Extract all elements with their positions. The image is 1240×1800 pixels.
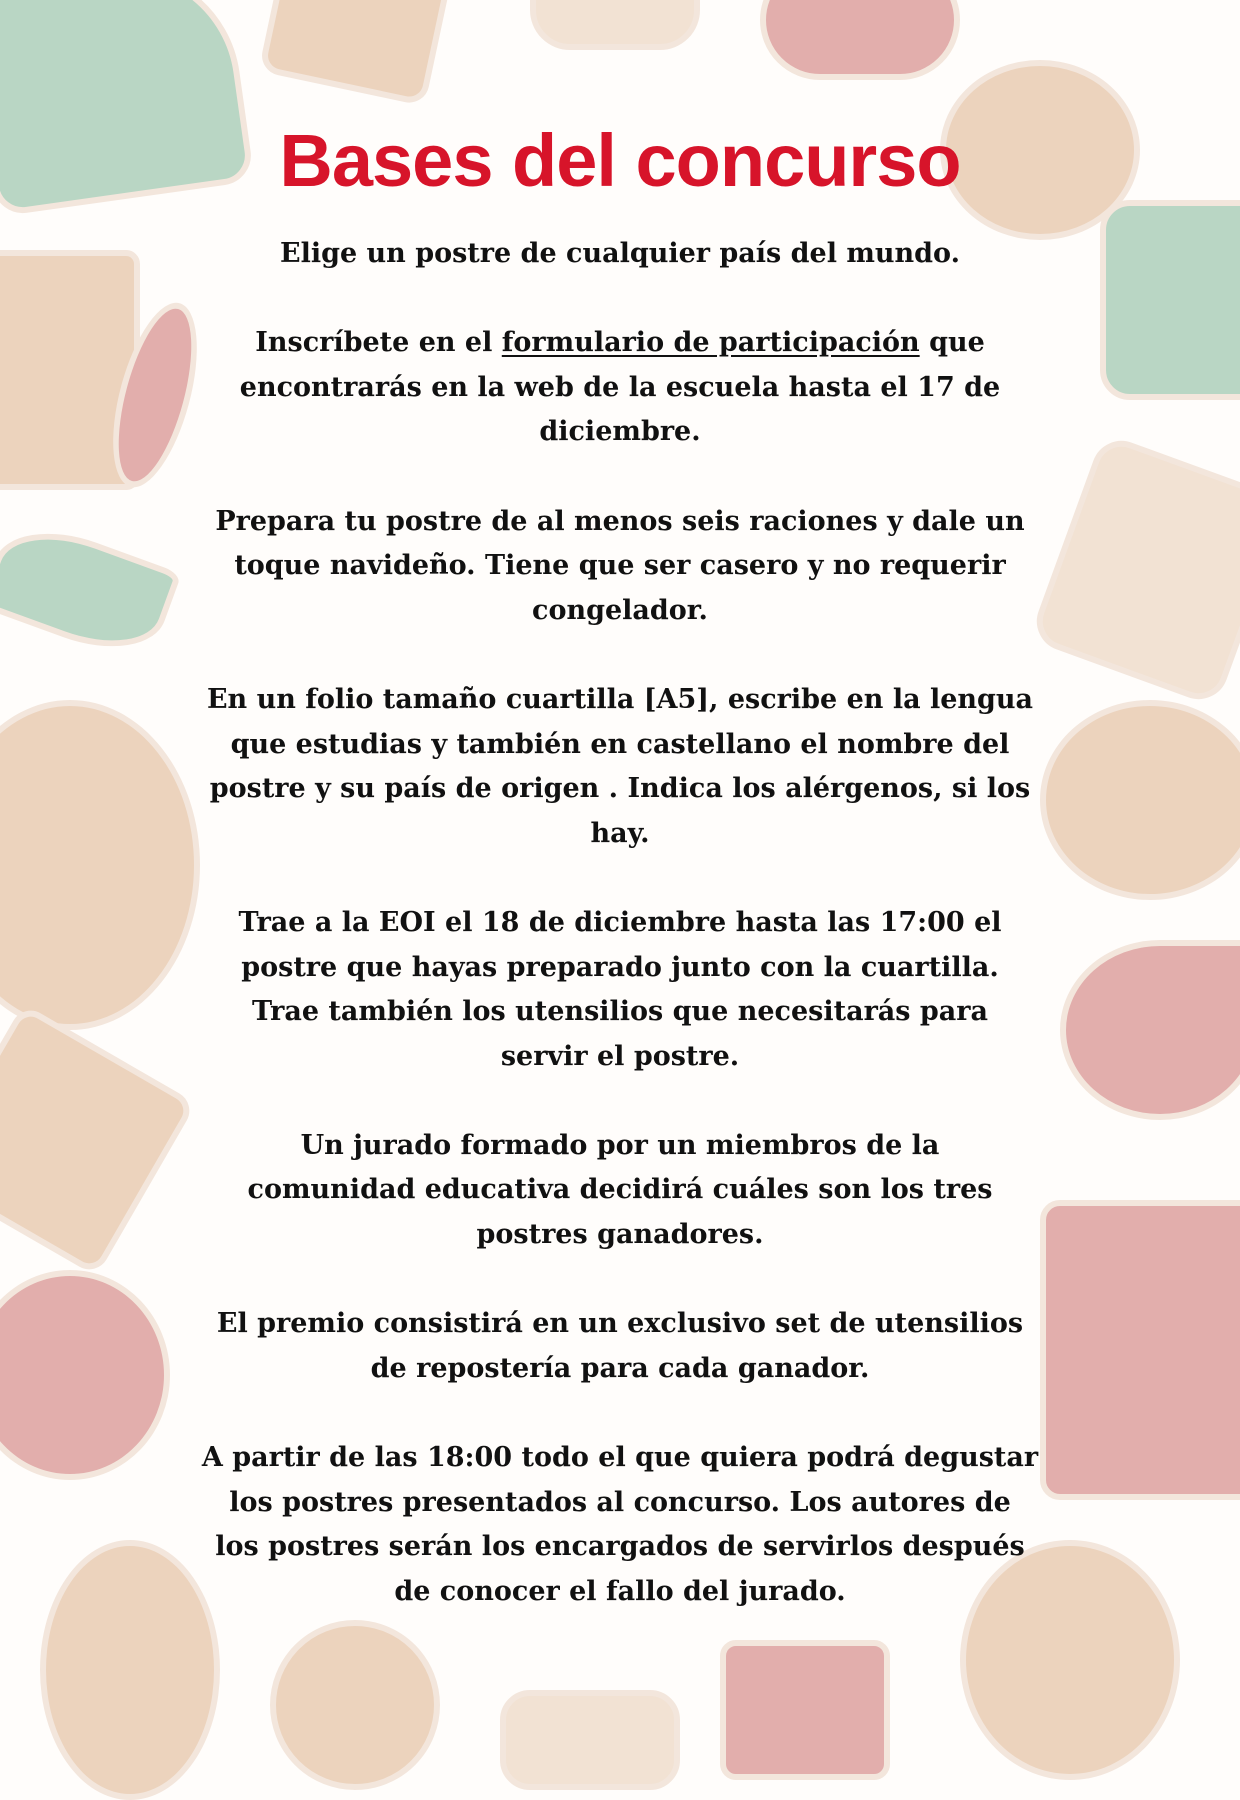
rule-paragraph	[140, 500, 1100, 634]
rule-line: encontrarás en la web de la escuela hasta el 17 de	[239, 371, 1001, 403]
rule-line: Prepara tu postre de al menos seis raciones y dale un	[215, 505, 1025, 537]
rule-line: congelador.	[532, 594, 708, 626]
rule-line: de repostería para cada ganador.	[370, 1352, 870, 1384]
rule-text: Inscríbete en el	[255, 327, 502, 359]
hat-cookie-decoration	[530, 0, 700, 50]
rule-paragraph	[140, 321, 1100, 455]
rule-line: A partir de las 18:00 todo el que quiera podrá degustar	[201, 1442, 1039, 1474]
rule-line: postre que hayas preparado junto con la cuartilla.	[241, 951, 999, 983]
rule-line: En un folio tamaño cuartilla [A5], escribe en la lengua	[206, 683, 1034, 715]
registration-form-link[interactable]: formulario de participación	[501, 327, 920, 359]
rule-line: Trae también los utensilios que necesitarás para	[251, 996, 988, 1028]
rule-paragraph	[140, 1302, 1100, 1391]
rule-paragraph	[140, 901, 1100, 1079]
rule-paragraph	[140, 232, 1100, 277]
rule-paragraph	[140, 678, 1100, 856]
rule-line: que estudias y también en castellano el nombre del	[230, 728, 1010, 760]
rule-line: Trae a la EOI el 18 de diciembre hasta las 17:00 el	[238, 906, 1002, 938]
rule-line: de conocer el fallo del jurado.	[394, 1575, 846, 1607]
rule-paragraph	[140, 1436, 1100, 1614]
rule-line: postre y su país de origen . Indica los alérgenos, si los	[209, 773, 1031, 805]
rule-line: los postres serán los encargados de servirlos después	[215, 1531, 1025, 1563]
rule-line	[140, 321, 1100, 366]
rule-line: Elige un postre de cualquier país del mundo.	[279, 238, 960, 269]
rule-line: hay.	[590, 817, 650, 849]
rule-line: Un jurado formado por un miembros de la	[300, 1129, 940, 1161]
star-cookie-decoration	[258, 0, 451, 106]
gift-cookie-decoration	[720, 1640, 890, 1780]
rule-paragraph	[140, 1124, 1100, 1258]
cup-cookie-decoration	[500, 1690, 680, 1790]
mitten-cookie-decoration	[760, 0, 960, 80]
rule-line: diciembre.	[539, 416, 701, 448]
rule-line: postres ganadores.	[476, 1219, 764, 1251]
rule-text: que	[929, 327, 985, 359]
sock-cookie-decoration	[1100, 200, 1240, 400]
rule-line: comunidad educativa decidirá cuáles son los tres	[247, 1174, 993, 1206]
contest-rules	[140, 232, 1100, 1659]
rule-line: El premio consistirá en un exclusivo set de utensilios	[216, 1308, 1024, 1340]
rule-line: los postres presentados al concurso. Los autores de	[229, 1486, 1011, 1518]
rule-line: toque navideño. Tiene que ser casero y no requerir	[234, 550, 1006, 582]
rule-line: servir el postre.	[500, 1040, 740, 1072]
page-title: Bases del concurso	[279, 119, 961, 202]
